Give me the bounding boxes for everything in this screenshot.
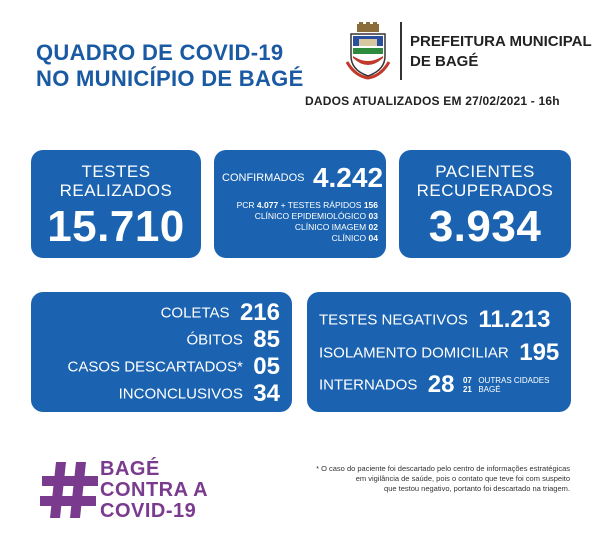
internados-breakdown-labels	[478, 376, 549, 394]
testes-label-1: TESTES	[81, 162, 151, 181]
imagem-row	[295, 222, 378, 233]
testes-label-2: REALIZADOS	[59, 181, 173, 200]
confirmados-card	[214, 150, 386, 258]
recuperados-card	[399, 150, 571, 258]
isolamento-value: 195	[519, 339, 560, 366]
hashtag-icon	[40, 460, 100, 520]
epidem-value: 03	[368, 211, 378, 221]
city-crest-icon	[345, 22, 391, 80]
clinico-row	[332, 233, 378, 244]
coletas-value: 216	[239, 299, 280, 326]
obitos-value: 85	[253, 326, 280, 353]
recuperados-label-1: PACIENTES	[435, 162, 535, 181]
descartados-label: CASOS DESCARTADOS*	[67, 358, 243, 376]
campaign-line-3: COVID-19	[100, 500, 197, 522]
pcr-label: PCR	[236, 200, 255, 210]
right-stats-card	[307, 292, 571, 412]
bage-label: BAGÉ	[478, 385, 501, 394]
left-stats-card	[31, 292, 292, 412]
testes-value: 15.710	[47, 202, 185, 251]
descartados-row	[68, 353, 280, 381]
pcr-row	[237, 200, 378, 211]
epidem-label: CLÍNICO EPIDEMIOLÓGICO	[254, 211, 367, 221]
title-line-2: NO MUNICÍPIO DE BAGÉ	[36, 66, 304, 91]
isolamento-row	[319, 339, 559, 367]
clinico-value: 04	[368, 233, 378, 243]
inconclusivos-value: 34	[253, 380, 280, 407]
clinico-label: CLÍNICO	[331, 233, 367, 243]
outras-cidades-value: 07	[462, 376, 472, 385]
negativos-value: 11.213	[478, 306, 551, 333]
internados-row	[319, 371, 549, 399]
campaign-line-2: CONTRA A	[100, 479, 209, 501]
prefeitura-line-2: DE BAGÉ	[410, 53, 479, 70]
testes-realizados-card	[31, 150, 201, 258]
outras-cidades-label: OUTRAS CIDADES	[478, 376, 550, 385]
pcr-value: 4.077	[256, 200, 279, 210]
imagem-label: CLÍNICO IMAGEM	[294, 222, 367, 232]
recuperados-value: 3.934	[428, 202, 542, 251]
campaign-text	[100, 459, 208, 522]
negativos-label: TESTES NEGATIVOS	[319, 311, 468, 329]
obitos-label: ÓBITOS	[186, 331, 243, 349]
descartados-value: 05	[253, 353, 280, 380]
internados-value: 28	[427, 371, 455, 398]
epidem-row	[255, 211, 378, 222]
coletas-row	[161, 299, 280, 327]
isolamento-label: ISOLAMENTO DOMICILIAR	[319, 344, 509, 362]
footnote-line-2: em vigilância de saúde, pois o contato que teve foi com suspeito	[355, 474, 570, 483]
inconclusivos-row	[119, 380, 280, 408]
page-title	[36, 40, 336, 92]
coletas-label: COLETAS	[160, 304, 230, 322]
footnote-line-1: * O caso do paciente foi descartado pelo centro de informações estratégicas	[316, 464, 570, 473]
update-timestamp: DADOS ATUALIZADOS EM 27/02/2021 - 16h	[305, 94, 560, 108]
confirmados-row	[222, 162, 382, 194]
obitos-row	[186, 326, 280, 354]
prefeitura-line-1: PREFEITURA MUNICIPAL	[410, 33, 592, 50]
footnote-line-3: que testou negativo, portanto foi descartado na triagem.	[384, 484, 570, 493]
rapidos-value: 156	[363, 200, 378, 210]
recuperados-label-2: RECUPERADOS	[416, 181, 554, 200]
campaign-line-1: BAGÉ	[100, 458, 160, 480]
rapidos-label: + TESTES RÁPIDOS	[280, 200, 362, 210]
inconclusivos-label: INCONCLUSIVOS	[118, 385, 243, 403]
confirmados-value: 4.242	[312, 162, 384, 193]
internados-label: INTERNADOS	[319, 376, 418, 394]
imagem-value: 02	[368, 222, 378, 232]
bage-value: 21	[462, 385, 472, 394]
prefeitura-name	[410, 32, 600, 72]
header-divider	[400, 22, 402, 80]
confirmados-label: CONFIRMADOS	[222, 172, 305, 184]
negativos-row	[319, 306, 550, 334]
footnote	[270, 464, 570, 494]
title-line-1: QUADRO DE COVID-19	[36, 40, 284, 65]
internados-breakdown-values	[463, 376, 472, 394]
